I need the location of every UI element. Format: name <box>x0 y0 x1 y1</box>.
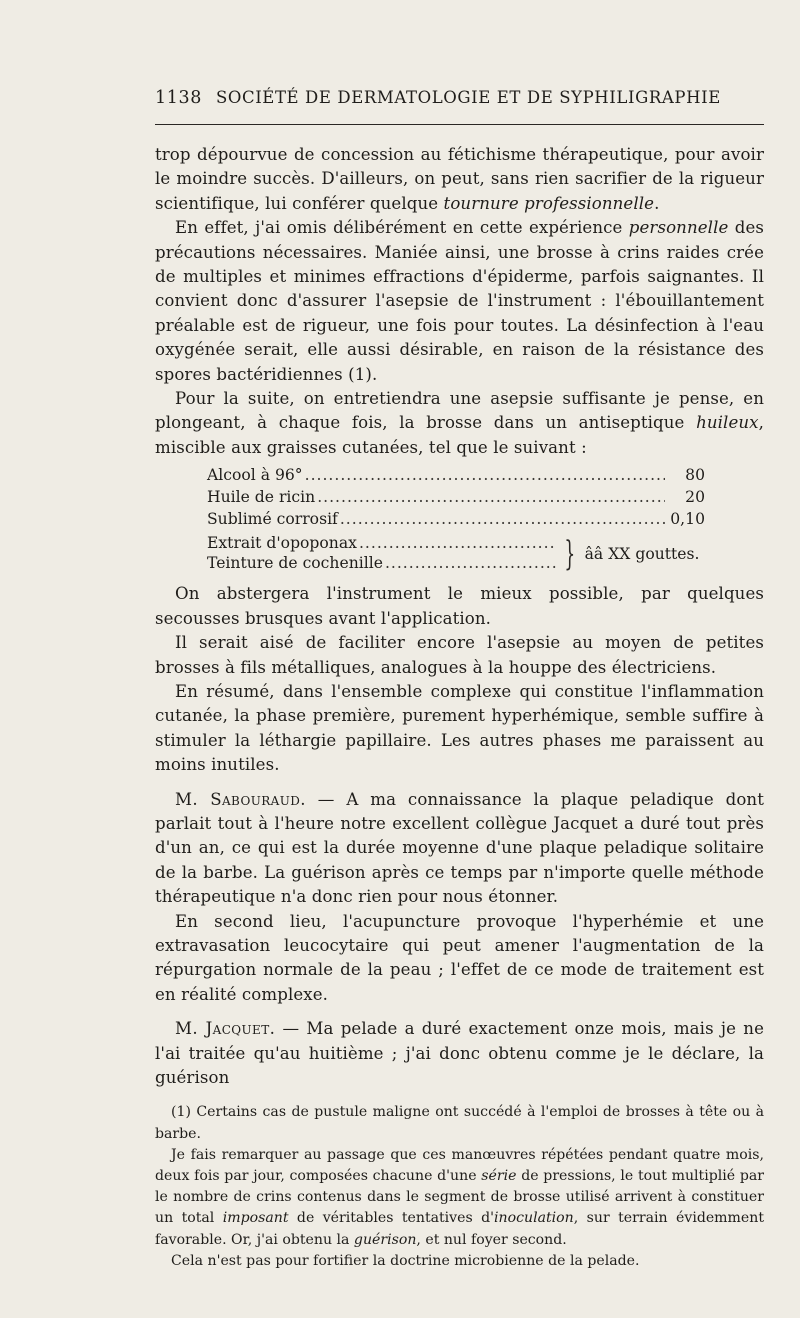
italic-text: série <box>481 1168 517 1185</box>
recipe-item <box>207 510 705 532</box>
footnote <box>155 1145 764 1251</box>
main-text <box>155 143 764 1090</box>
text-run: . <box>654 193 660 213</box>
text-run: Pour la suite, on entretiendra une asepsie suffisante je pense, en plongeant, à chaque fois, la brosse dans un antiseptique <box>155 389 764 433</box>
italic-text: imposant <box>222 1210 289 1227</box>
text-run: de véritables tentatives d' <box>288 1210 495 1227</box>
recipe-group <box>207 532 705 576</box>
speech-text: A ma connaissance la plaque peladique dont parlait tout à l'heure notre excellent collègue Jacquet a duré tout près d'un an, ce qui est la durée moyenne d'une plaque peladique solitaire de la barbe. La guérison après ce temps par n'importe quelle méthode thérapeutique n'a donc rien pour nous étonner. <box>155 789 764 907</box>
speaker-name: M. Sabouraud. <box>175 789 306 809</box>
paragraph <box>155 143 764 216</box>
speech: M. Jacquet. — Ma pelade a duré exactement onze mois, mais je ne l'ai traitée qu'au huitième ; j'ai donc obtenu comme je le déclare, la guérison <box>155 1019 764 1087</box>
text-run: des précautions nécessaires. Maniée ainsi, une brosse à crins raides crée de multiples et minimes effractions d'épiderme, parfois saignantes. Il convient donc d'assurer l'asepsie de l'instrument : l'ébouillantement préalable est de rigueur, une fois pour toutes. La désinfection à l'eau oxygénée serait, elle aussi désirable, en raison de la résistance des spores bactéridiennes (1). <box>155 218 764 384</box>
running-header <box>155 88 764 116</box>
italic-text: personnelle <box>628 218 729 238</box>
recipe-item <box>207 534 557 554</box>
speech-text: Ma pelade a duré exactement onze mois, mais je ne l'ai traitée qu'au huitième ; j'ai donc obtenu comme je le déclare, la guérison <box>155 1019 764 1087</box>
paragraph <box>155 387 764 460</box>
dot-leader <box>357 534 557 552</box>
recipe-item <box>207 466 705 488</box>
speech: M. Sabouraud. — A ma connaissance la plaque peladique dont parlait tout à l'heure notre excellent collègue Jacquet a duré tout près d'un an, ce qui est la durée moyenne d'une plaque peladique solitaire de la barbe. La guérison après ce temps par n'importe quelle méthode thérapeutique n'a donc rien pour nous étonner. <box>155 789 764 907</box>
text-run: (1) Certains cas de pustule maligne ont succédé à l'emploi de brosses à tête ou à barbe. <box>155 1104 764 1142</box>
group-quantity: ââ XX gouttes. <box>584 545 700 564</box>
text-run: , et nul foyer second. <box>416 1231 567 1248</box>
paragraph <box>155 631 764 680</box>
text-run: En résumé, dans l'ensemble complexe qui constitue l'inflammation cutanée, la phase première, purement hyperhémique, semble suffire à stimuler la léthargie papillaire. Les autres phases me paraissent au moins inutiles. <box>155 681 764 775</box>
brace-symbol: } <box>564 534 576 575</box>
running-title: SOCIÉTÉ DE DERMATOLOGIE ET DE SYPHILIGRAPHIE <box>215 88 721 107</box>
footnote <box>155 1251 764 1272</box>
dot-leader <box>338 510 665 528</box>
text-run: En effet, j'ai omis délibérément en cette expérience <box>175 218 629 238</box>
speaker-name: M. Jacquet. <box>175 1019 276 1039</box>
recipe-item <box>207 488 705 510</box>
text-run: Je fais remarquer au passage que ces manœuvres répétées pendant quatre mois, deux fois par jour, composées chacune d'une <box>155 1146 764 1185</box>
italic-text: huileux <box>696 413 759 433</box>
header-rule <box>155 124 764 125</box>
paragraph <box>155 582 764 631</box>
dot-leader <box>303 466 665 484</box>
italic-text: inoculation <box>494 1210 574 1227</box>
footnotes <box>155 1102 764 1272</box>
recipe-list <box>207 466 705 576</box>
footnote <box>155 1102 764 1144</box>
text-run: Il serait aisé de faciliter encore l'asepsie au moyen de petites brosses à fils métalliques, analogues à la houppe des électriciens. <box>155 633 764 677</box>
recipe-item <box>207 554 557 574</box>
ingredient-quantity: 0,10 <box>670 510 705 529</box>
text-run: de pressions, le tout multiplié par le nombre de crins contenus dans le segment de brosse utilisé arrivent à constituer un total <box>155 1168 764 1227</box>
text-run: , sur terrain évidemment favorable. Or, j'ai obtenu la <box>155 1210 764 1248</box>
ingredient-quantity: 80 <box>685 466 705 485</box>
speech-continuation: En second lieu, l'acupuncture provoque l'hyperhémie et une extravasation leucocytaire qui peut amener l'augmentation de la répurgation normale de la peau ; l'effet de ce mode de traitement est en réalité complexe. <box>155 911 764 1004</box>
dot-leader <box>315 488 665 506</box>
ingredient-name: Alcool à 96° <box>207 466 303 485</box>
text-run: , miscible aux graisses cutanées, tel que le suivant : <box>155 413 764 457</box>
page-number: 1138 <box>155 88 202 108</box>
ingredient-name: Huile de ricin <box>207 488 316 507</box>
text-run: Cela n'est pas pour fortifier la doctrine microbienne de la pelade. <box>171 1252 640 1269</box>
dot-leader <box>383 554 557 572</box>
text-run: trop dépourvue de concession au fétichisme thérapeutique, pour avoir le moindre succès. D'ailleurs, on peut, sans rien sacrifier de la rigueur scientifique, lui conférer quelque <box>155 145 764 213</box>
ingredient-quantity: 20 <box>685 488 705 507</box>
italic-text: tournure professionnelle <box>443 193 655 213</box>
ingredient-name: Extrait d'opoponax <box>207 534 357 553</box>
ingredient-name: Teinture de cochenille <box>207 554 383 573</box>
paragraph <box>155 680 764 778</box>
italic-text: guérison <box>353 1231 417 1248</box>
text-run: On abstergera l'instrument le mieux possible, par quelques secousses brusques avant l'application. <box>155 584 764 628</box>
ingredient-name: Sublimé corrosif <box>207 510 338 529</box>
paragraph <box>155 216 764 387</box>
